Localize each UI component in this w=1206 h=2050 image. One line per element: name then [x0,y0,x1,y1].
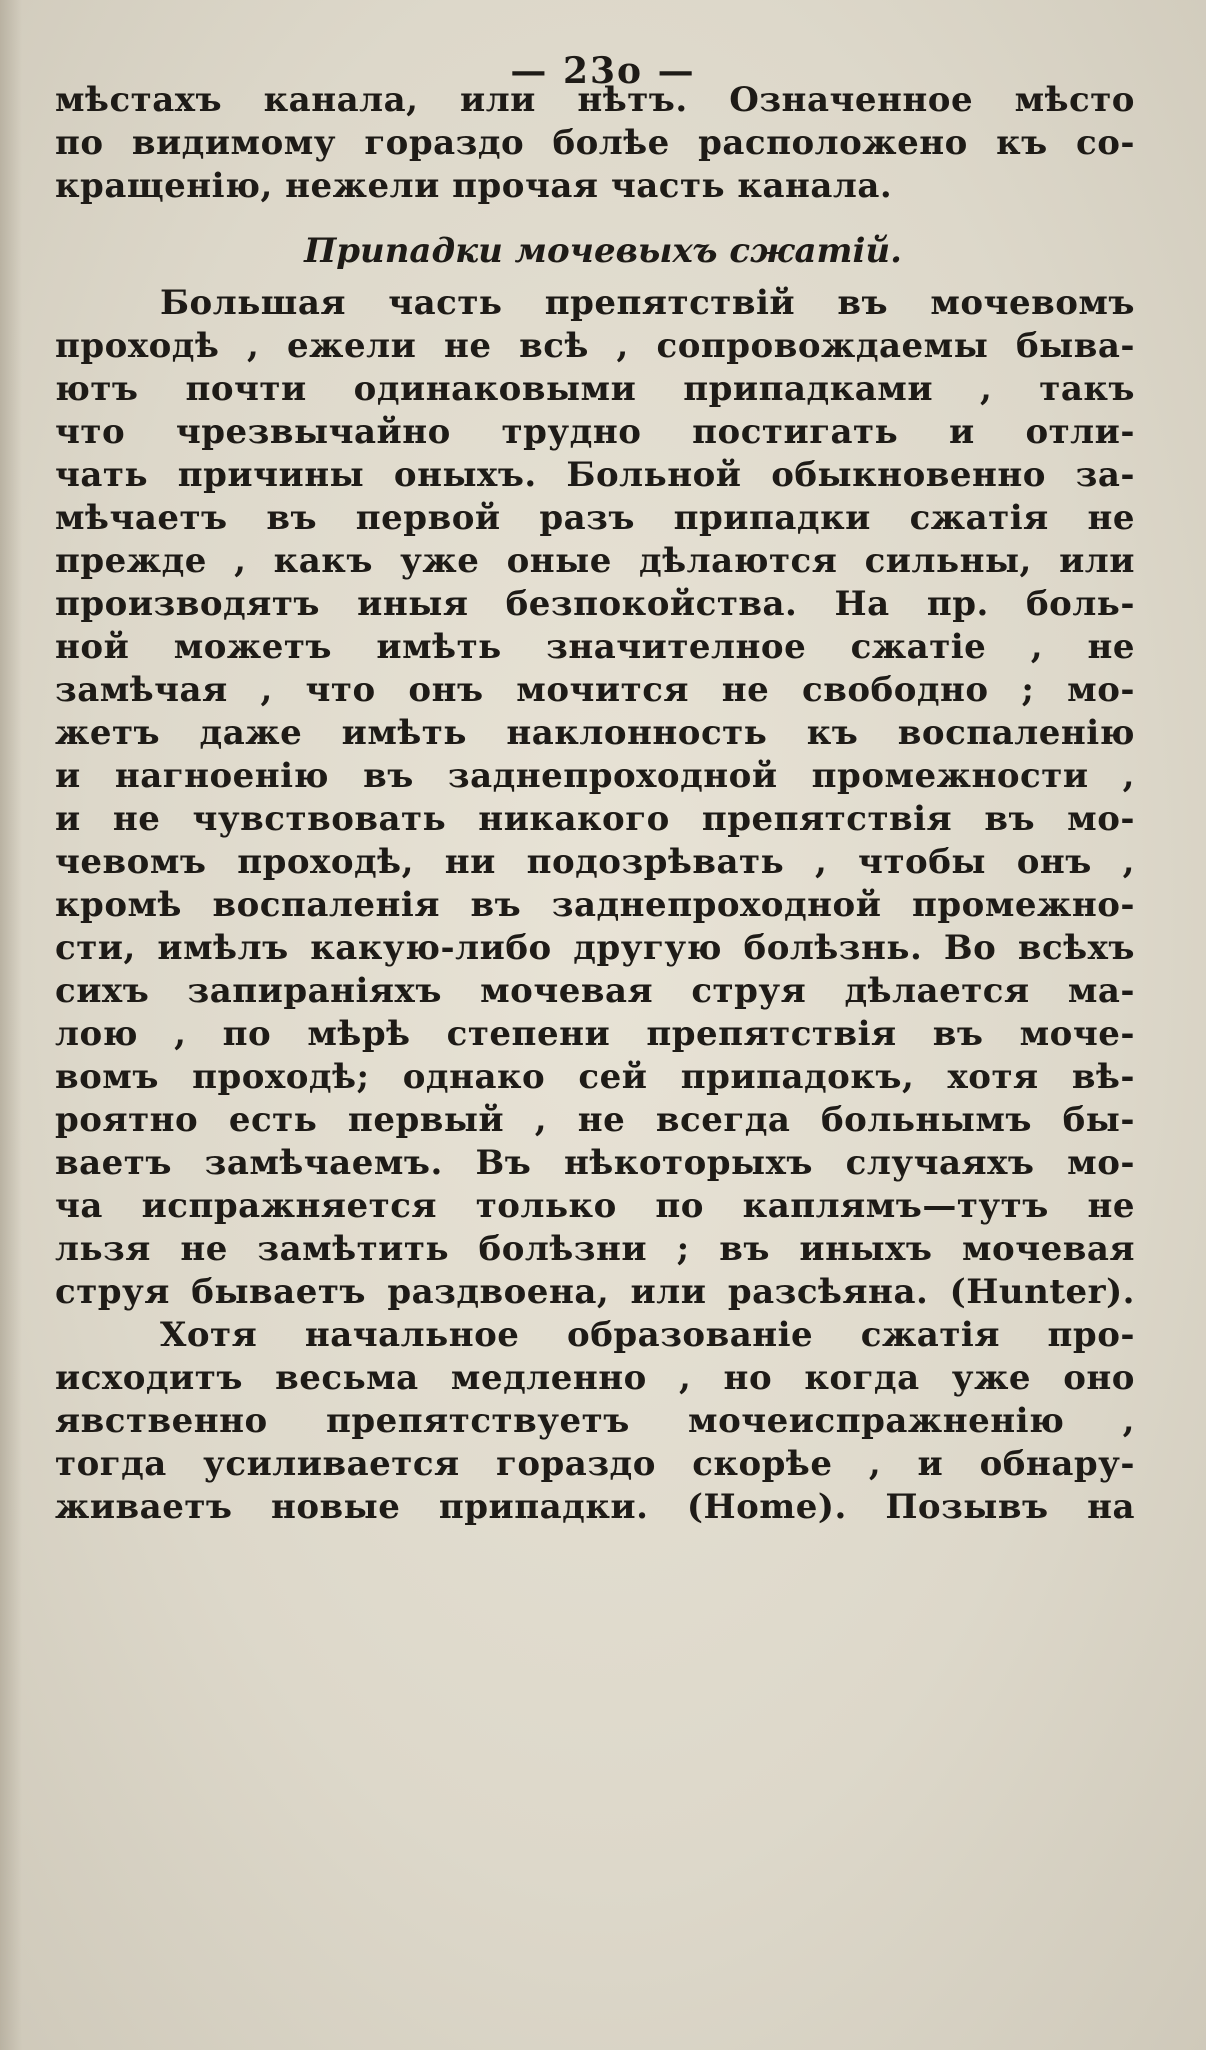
text-line: производятъ иныя безпокойства. На пр. боль- [55,584,1135,624]
page-edge-shadow [0,0,22,2050]
text-line: мѣчаетъ въ первой разъ припадки сжатія не [55,498,1135,538]
text-line: лою , по мѣрѣ степени препятствія въ моче- [55,1014,1135,1054]
text-line: что чрезвычайно трудно постигать и отли- [55,412,1135,452]
text-line: замѣчая , что онъ мочится не свободно ; мо- [55,670,1135,710]
text-line: ной можетъ имѣть значителное сжатіе , не [55,627,1135,667]
text-line: исходитъ весьма медленно , но когда уже оно [55,1358,1135,1398]
text-line: проходѣ , ежели не всѣ , сопровождаемы быва- [55,326,1135,366]
text-line: тогда усиливается гораздо скорѣе , и обнару- [55,1444,1135,1484]
text-line: струя бываетъ раздвоена, или разсѣяна. (Hunter). [55,1272,1135,1312]
text-line: мѣстахъ канала, или нѣтъ. Означенное мѣсто [55,80,1135,120]
page-number: — 23о — [510,50,696,92]
text-line: жетъ даже имѣть наклонность къ воспаленію [55,713,1135,753]
text-line: прежде , какъ уже оные дѣлаются сильны, или [55,541,1135,581]
text-line: сти, имѣлъ какую-либо другую болѣзнь. Во всѣхъ [55,928,1135,968]
text-line: живаетъ новые припадки. (Home). Позывъ на [55,1487,1135,1527]
text-line: Большая часть препятствій въ мочевомъ [160,283,1135,323]
text-line: чевомъ проходѣ, ни подозрѣвать , чтобы онъ , [55,842,1135,882]
text-line: явственно препятствуетъ мочеиспражненію , [55,1401,1135,1441]
text-line: кращенію, нежели прочая часть канала. [55,166,893,206]
text-line: сихъ запираніяхъ мочевая струя дѣлается ма- [55,971,1135,1011]
text-line: Хотя начальное образованіе сжатія про- [160,1315,1135,1355]
text-line: ютъ почти одинаковыми припадками , такъ [55,369,1135,409]
text-line: по видимому гораздо болѣе расположено къ со- [55,123,1135,163]
text-line: и не чувствовать никакого препятствія въ мо- [55,799,1135,839]
text-line: чать причины оныхъ. Больной обыкновенно за- [55,455,1135,495]
text-line: ваетъ замѣчаемъ. Въ нѣкоторыхъ случаяхъ мо- [55,1143,1135,1183]
text-line: ча испражняется только по каплямъ—тутъ не [55,1186,1135,1226]
text-line: и нагноенію въ заднепроходной промежности , [55,756,1135,796]
text-line: льзя не замѣтить болѣзни ; въ иныхъ мочевая [55,1229,1135,1269]
text-line: роятно есть первый , не всегда больнымъ бы- [55,1100,1135,1140]
section-heading: Припадки мочевыхъ сжатій. [304,231,902,271]
text-line: вомъ проходѣ; однако сей припадокъ, хотя вѣ- [55,1057,1135,1097]
text-line: кромѣ воспаленія въ заднепроходной промежно- [55,885,1135,925]
